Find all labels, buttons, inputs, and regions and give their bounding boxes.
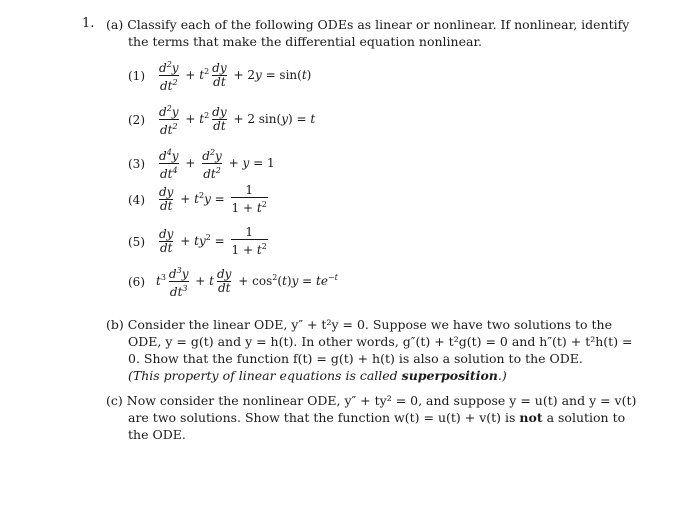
- part-c-not: not: [519, 410, 543, 425]
- part-c-text: [106, 392, 646, 443]
- equation-label: (5): [128, 234, 145, 249]
- part-c-line2-prefix: solutions. Show that the function w(t) = u(t) + v(t) is: [180, 410, 520, 425]
- equation-label: (3): [128, 156, 145, 171]
- part-a-line1: Classify each of the following ODEs as linear or nonlinear. If nonlinear, identify the terms: [127, 17, 630, 49]
- equation-3-render: $\frac{d^4y}{dt^4}$ + $\frac{d^2y}{dt^2}$ + y = 1: [159, 148, 275, 181]
- equation-6-render: $t^3$ $\frac{d^3y}{dt^3}$ + t $\frac{dy}{dt}$ + $\cos^2(t)y = te^{-t}$: [156, 266, 338, 299]
- equation-5-render: $\frac{dy}{dt}$ + $ty^2$ = $\frac{1}{1 + t^2}$: [159, 225, 267, 257]
- part-a-line2: that make the differential equation nonlinear.: [193, 34, 483, 49]
- equation-5: [128, 226, 270, 257]
- question-number: 1.: [82, 16, 95, 31]
- equation-label: (6): [128, 274, 145, 289]
- part-b-text: [106, 316, 646, 384]
- note-suffix: .): [497, 368, 507, 383]
- note-bold: superposition: [401, 368, 498, 383]
- superposition-note: [106, 367, 646, 384]
- equation-6: [128, 264, 338, 299]
- part-b-line3: function f(t) = g(t) + h(t) is also a solution to the ODE.: [236, 351, 583, 366]
- equation-2-render: $\frac{d^2y}{dt^2}$ + $t^2$ $\frac{dy}{dt}$ + 2 sin(y) = t: [159, 104, 316, 137]
- part-b-label: (b): [106, 317, 124, 332]
- part-c-line2-suffix: a solution to the ODE.: [128, 410, 626, 442]
- equation-label: (4): [128, 192, 145, 207]
- equation-label: (2): [128, 112, 145, 127]
- equation-4: [128, 184, 270, 215]
- part-b-line2: and y = h(t). In other words, g″(t) + t²g(t) = 0 and h″(t) + t²h(t) = 0. Show that the: [128, 334, 633, 366]
- equation-2: [128, 102, 315, 137]
- equation-3: [128, 146, 275, 181]
- equation-label: (1): [128, 68, 145, 83]
- equation-1: [128, 58, 311, 93]
- part-c-label: (c): [106, 393, 123, 408]
- equation-4-render: $\frac{dy}{dt}$ + $t^2y$ = $\frac{1}{1 + t^2}$: [159, 183, 267, 215]
- note-prefix: (This property of linear equations is called: [128, 368, 402, 383]
- part-c-line1: Now consider the nonlinear ODE, y″ + ty² = 0, and suppose y = u(t) and y = v(t) are two: [126, 393, 637, 425]
- part-b-line1: Consider the linear ODE, y″ + t²y = 0. Suppose we have two solutions to the ODE, y = g(t): [127, 317, 612, 349]
- part-a-label: (a): [106, 17, 124, 32]
- part-a-text: [106, 16, 646, 50]
- equation-1-render: $\frac{d^2y}{dt^2}$ + $t^2$ $\frac{dy}{dt}$ + 2y = sin(t): [159, 60, 312, 93]
